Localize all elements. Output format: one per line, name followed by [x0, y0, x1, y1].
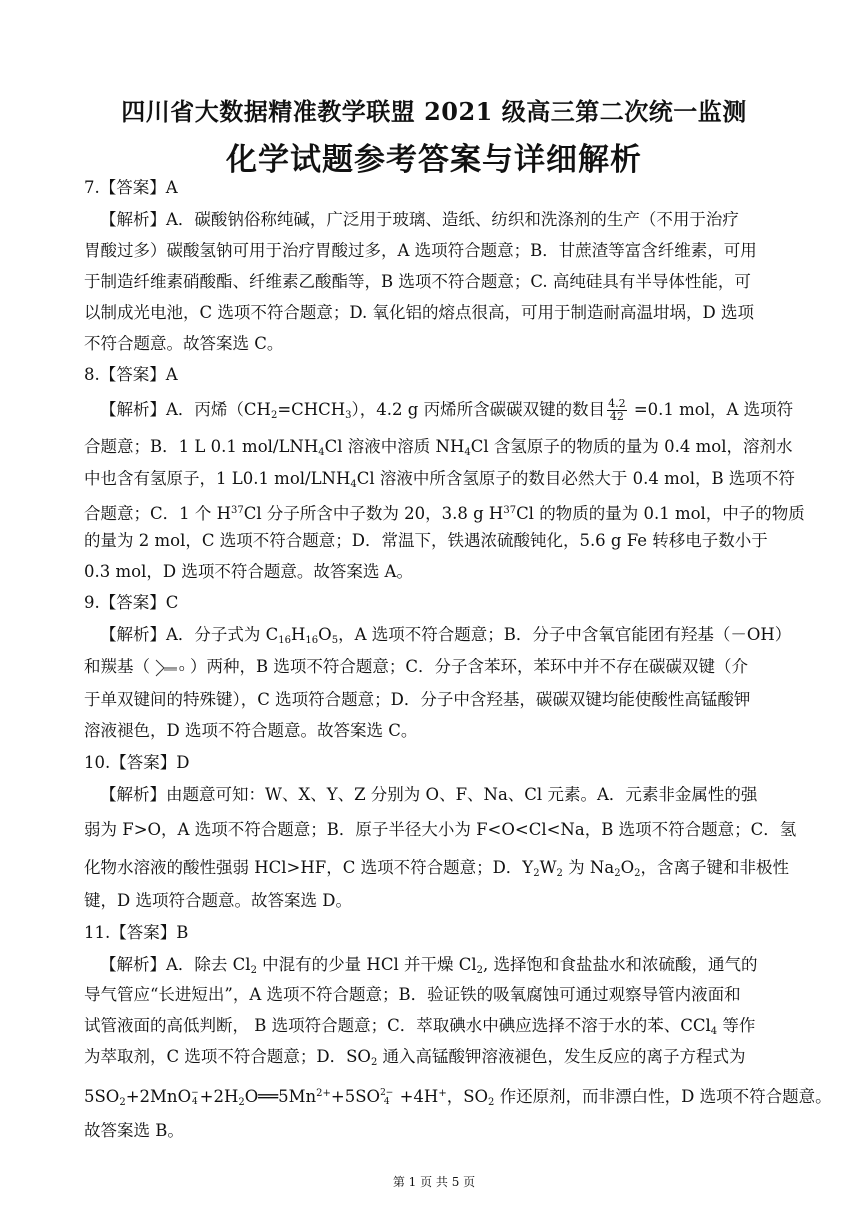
subscript: 4 — [192, 1096, 198, 1107]
subscript: 3 — [345, 410, 352, 421]
subscript: 4 — [383, 1096, 390, 1107]
text: 中混有的少量 HCl 并干燥 Cl — [256, 955, 477, 974]
svg-text:O: O — [179, 664, 185, 673]
superscript: 2− — [380, 1087, 394, 1098]
text: O — [318, 625, 332, 644]
q11-line — [84, 1015, 755, 1043]
text: 为 Na — [562, 858, 615, 877]
q9-line: 于单双键间的特殊键），C 选项符合题意；D．分子中含羟基，碳碳双键均能使酸性高锰酸钾 — [84, 690, 751, 709]
q7-line: 不符合题意。故答案选 C。 — [84, 334, 284, 353]
text: 【解析】A．除去 Cl — [100, 955, 251, 974]
text: W — [539, 858, 557, 877]
page-subtitle: 化学试题参考答案与详细解析 — [226, 142, 642, 178]
text: Cl 含氢原子的物质的量为 0.4 mol，溶剂水 — [470, 437, 793, 456]
superscript: 2+ — [316, 1088, 331, 1099]
q11-line: 故答案选 B。 — [84, 1121, 184, 1140]
q10-line — [84, 857, 789, 885]
fraction-numerator: 4.2 — [608, 397, 626, 410]
page-footer: 第 1 页 共 5 页 — [392, 1175, 476, 1189]
subscript: 2 — [556, 868, 563, 879]
q7-line: 胃酸过多）碳酸氢钠可用于治疗胃酸过多，A 选项符合题意；B．甘蔗渣等富含纤维素，可用 — [84, 241, 757, 260]
text: +2H — [199, 1087, 239, 1106]
q10-line: 键，D 选项符合题意。故答案选 D。 — [84, 891, 352, 910]
q10-answer: 10.【答案】D — [84, 753, 190, 772]
q7-line: 以制成光电池，C 选项不符合题意；D. 氧化铝的熔点很高，可用于制造耐高温坩埚，D 选项 — [84, 303, 754, 322]
text: 【解析】A．丙烯（CH — [100, 400, 271, 419]
text: ，SO — [446, 1087, 489, 1106]
q8-line: 0.3 mol，D 选项不符合题意。故答案选 A。 — [84, 562, 413, 581]
subscript: 16 — [305, 635, 319, 646]
q8-line — [84, 500, 805, 525]
superscript: 37 — [503, 505, 517, 516]
q11-line — [100, 954, 758, 982]
q7-line: 于制造纤维素硝酸酯、纤维素乙酸酯等，B 选项不符合题意；C. 高纯硅具有半导体性能，可 — [84, 272, 751, 291]
text: 为萃取剂，C 选项不符合题意；D．SO — [84, 1047, 371, 1066]
subscript: 4 — [464, 447, 471, 458]
subscript: 2 — [270, 410, 278, 421]
text: Cl 分子所含中子数为 20，3.8 g H — [243, 504, 504, 523]
subscript: 5 — [331, 635, 339, 646]
superscript: − — [191, 1087, 199, 1098]
page-title: 四川省大数据精准教学联盟 2021 级高三第二次统一监测 — [121, 97, 747, 126]
subscript: 2 — [614, 868, 621, 879]
q8-answer: 8.【答案】A — [84, 365, 178, 384]
q7-answer: 7.【答案】A — [84, 178, 178, 197]
fraction-denominator: 42 — [609, 410, 624, 423]
q9-line: 溶液褪色，D 选项不符合题意。故答案选 C。 — [84, 721, 418, 740]
text: ）两种，B 选项不符合题意；C．分子含苯环，苯环中并不存在碳碳双键（介 — [190, 657, 748, 676]
subscript: 2 — [476, 965, 483, 976]
text: 【解析】A．分子式为 C — [100, 625, 279, 644]
subscript: 4 — [350, 479, 357, 490]
q8-line: 的量为 2 mol，C 选项不符合题意；D．常温下，铁遇浓硫酸钝化，5.6 g Fe 转移电子数小于 — [84, 531, 768, 550]
text: ，含离子键和非极性 — [640, 858, 789, 877]
text: O══5Mn — [244, 1087, 317, 1106]
carbonyl-structure-icon — [150, 657, 190, 679]
text: ，A 选项不符合题意；B．分子中含氧官能团有羟基（－OH） — [338, 625, 792, 644]
q8-line — [100, 398, 793, 427]
fraction — [607, 398, 627, 423]
subscript: 2 — [488, 1097, 495, 1108]
text: 中也含有氢原子，1 L0.1 mol/LNH — [84, 469, 351, 488]
text: ），4.2 g 丙烯所含碳碳双键的数目 — [351, 400, 606, 419]
q9-answer: 9.【答案】C — [84, 593, 179, 612]
subscript: 2 — [370, 1057, 378, 1068]
text: 作还原剂，而非漂白性，D 选项不符合题意。 — [494, 1087, 832, 1106]
text: 等作 — [717, 1016, 756, 1035]
text: +4H — [394, 1087, 439, 1106]
text: +5SO — [330, 1087, 381, 1106]
text: H — [291, 625, 306, 644]
q9-line — [84, 656, 748, 679]
q11-line: 导气管应“长进短出”，A 选项不符合题意；B．验证铁的吸氧腐蚀可通过观察导管内液面和 — [84, 985, 741, 1004]
superscript: + — [438, 1088, 447, 1099]
q9-line — [100, 624, 791, 652]
subscript: 4 — [318, 447, 325, 458]
subscript: 4 — [710, 1026, 718, 1037]
subscript: 2 — [119, 1097, 126, 1108]
text: O — [620, 858, 635, 877]
text: 通入高锰酸钾溶液褪色，发生反应的离子方程式为 — [377, 1047, 746, 1066]
q7-line: 【解析】A．碳酸钠俗称纯碱，广泛用于玻璃、造纸、纺织和洗涤剂的生产（不用于治疗 — [100, 210, 739, 229]
subscript: 16 — [278, 635, 292, 646]
q11-line — [84, 1046, 746, 1074]
text: 5SO — [84, 1087, 120, 1106]
ion-charge — [380, 1089, 393, 1107]
q8-line — [84, 468, 795, 496]
text: 合题意；B．1 L 0.1 mol/LNH — [84, 437, 319, 456]
text: 化物水溶液的酸性强弱 HCl>HF，C 选项不符合题意；D．Y — [84, 858, 534, 877]
q11-answer: 11.【答案】B — [84, 923, 189, 942]
superscript: 37 — [231, 505, 244, 516]
text: Cl 溶液中所含氢原子的数目必然大于 0.4 mol，B 选项不符 — [356, 469, 795, 488]
text: +2MnO — [125, 1087, 192, 1106]
text: =CHCH — [277, 400, 346, 419]
q8-line — [84, 436, 792, 464]
text: 合题意；C．1 个 H — [84, 504, 232, 523]
subscript: 2 — [533, 868, 540, 879]
q11-equation — [84, 1083, 832, 1114]
ion-charge — [191, 1089, 199, 1107]
q10-line: 【解析】由题意可知：W、X、Y、Z 分别为 O、F、Na、Cl 元素。A．元素非金属性的强 — [100, 785, 758, 804]
subscript: 2 — [238, 1097, 245, 1108]
q10-line: 弱为 F>O，A 选项不符合题意；B．原子半径大小为 F<O<Cl<Na，B 选项不符合题意；C．氢 — [84, 820, 797, 839]
text: 和羰基（ — [84, 657, 150, 676]
text: Cl 溶液中溶质 NH — [324, 437, 465, 456]
text: 试管液面的高低判断， B 选项符合题意；C．萃取碘水中碘应选择不溶于水的苯、CCl — [84, 1016, 711, 1035]
subscript: 2 — [250, 965, 257, 976]
subscript: 2 — [634, 868, 641, 879]
text: , 选择饱和食盐盐水和浓硫酸，通气的 — [483, 955, 758, 974]
text: =0.1 mol，A 选项符 — [628, 400, 794, 419]
text: Cl 的物质的量为 0.1 mol，中子的物质 — [516, 504, 805, 523]
